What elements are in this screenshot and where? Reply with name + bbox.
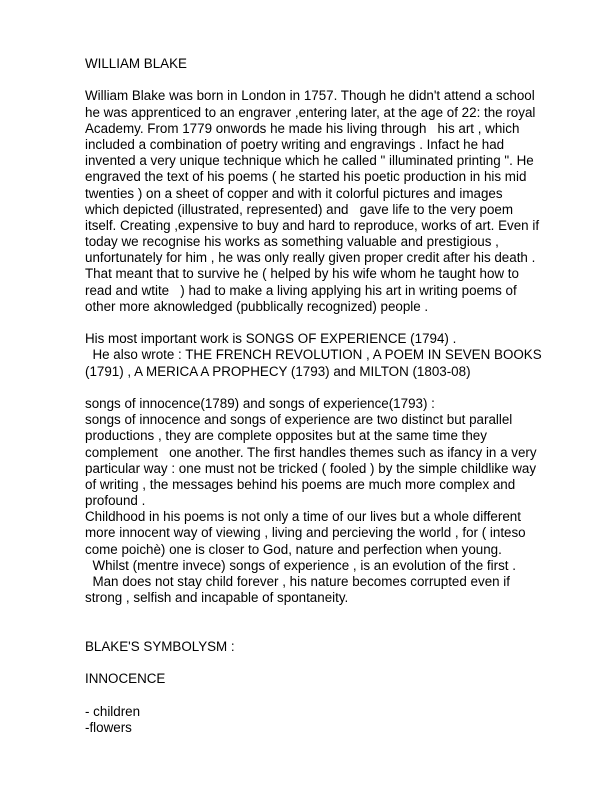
text-line: invented a very unique technique which he called " illuminated printing ". He	[85, 153, 534, 169]
text-line: unfortunately for him , he was only really given proper credit after his death .	[85, 250, 536, 266]
spacer	[85, 315, 585, 331]
spacer	[85, 655, 585, 671]
spacer	[85, 687, 585, 703]
text-line: come poichè) one is closer to God, nature and perfection when young.	[85, 541, 502, 557]
text-line: songs of innocence and songs of experience are two distinct but parallel	[85, 412, 513, 428]
section-heading-symbolism: BLAKE'S SYMBOLYSM :	[85, 638, 235, 654]
text-line: today we recognise his works as something valuable and prestigious ,	[85, 234, 499, 250]
paragraph-biography	[85, 88, 585, 315]
text-line: engraved the text of his poems ( he started his poetic production in his mid	[85, 169, 527, 185]
document-body	[85, 56, 585, 736]
text-line: His most important work is SONGS OF EXPERIENCE (1794) .	[85, 331, 457, 347]
document-title: WILLIAM BLAKE	[85, 56, 187, 71]
text-line: That meant that to survive he ( helped by his wife whom he taught how to	[85, 266, 519, 282]
text-line: which depicted (illustrated, represented) and gave life to the very poem	[85, 201, 513, 217]
text-line: He also wrote : THE FRENCH REVOLUTION , A POEM IN SEVEN BOOKS	[85, 347, 542, 363]
text-line: other more aknowledged (pubblically recognized) people .	[85, 298, 429, 314]
text-line: read and wtite ) had to make a living applying his art in writing poems of	[85, 282, 517, 298]
spacer	[85, 380, 585, 396]
text-line: particular way : one must not be tricked ( fooled ) by the simple childlike way	[85, 460, 537, 476]
spacer	[85, 606, 585, 622]
spacer	[85, 72, 585, 88]
text-line: strong , selfish and incapable of spontaneity.	[85, 590, 349, 606]
spacer	[85, 623, 585, 639]
paragraph-songs	[85, 396, 585, 606]
text-line: Academy. From 1779 onwords he made his living through his art , which	[85, 120, 520, 136]
text-line: productions , they are complete opposites but at the same time they	[85, 428, 487, 444]
text-line: itself. Creating ,expensive to buy and hard to reproduce, works of art. Even if	[85, 217, 540, 233]
text-line: complement one another. The first handles themes such as ifancy in a very	[85, 444, 537, 460]
paragraph-works	[85, 331, 585, 380]
text-line: more innocent way of viewing , living and percieving the world , for ( inteso	[85, 525, 526, 541]
text-line: songs of innocence(1789) and songs of experience(1793) :	[85, 395, 435, 411]
text-line: included a combination of poetry writing and engravings . Infact he had	[85, 136, 505, 152]
section-heading-innocence: INNOCENCE	[85, 671, 166, 687]
text-line: Whilst (mentre invece) songs of experience , is an evolution of the first .	[85, 557, 516, 573]
list-item: -flowers	[85, 719, 132, 735]
text-line: Childhood in his poems is not only a time of our lives but a whole different	[85, 509, 521, 525]
list-item: - children	[85, 703, 141, 719]
text-line: twenties ) on a sheet of copper and with it colorful pictures and images	[85, 185, 503, 201]
text-line: he was apprenticed to an engraver ,entering later, at the age of 22: the royal	[85, 104, 536, 120]
text-line: profound .	[85, 493, 146, 509]
text-line: of writing , the messages behind his poems are much more complex and	[85, 476, 516, 492]
innocence-list	[85, 704, 585, 736]
text-line: Man does not stay child forever , his nature becomes corrupted even if	[85, 574, 511, 589]
text-line: (1791) , A MERICA A PROPHECY (1793) and MILTON (1803-08)	[85, 363, 471, 379]
text-line: William Blake was born in London in 1757. Though he didn't attend a school	[85, 88, 535, 104]
